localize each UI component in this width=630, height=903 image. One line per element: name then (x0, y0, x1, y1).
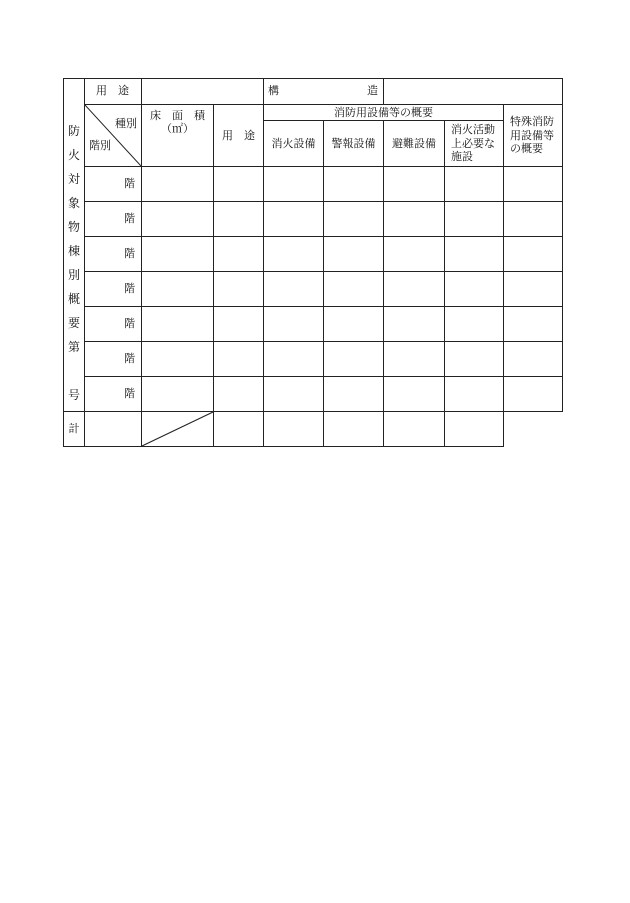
floor-area-unit: （㎡） (161, 122, 194, 136)
side-title-char: 棟 (67, 244, 80, 258)
floor-area-cell[interactable] (142, 272, 214, 307)
structure-label (268, 84, 378, 97)
evacuation-cell[interactable] (384, 307, 445, 342)
side-title-char: 別 (67, 268, 80, 282)
alarm-cell[interactable] (324, 167, 384, 202)
special-cell[interactable] (504, 272, 563, 307)
side-title-char: 対 (67, 172, 80, 186)
structure-label-cell (264, 79, 384, 105)
evacuation-cell[interactable] (384, 202, 445, 237)
use-cell[interactable] (214, 342, 264, 377)
total-row-label: 計 (64, 412, 85, 447)
firefighting-cell[interactable] (445, 202, 504, 237)
total-extinguishing-cell[interactable] (214, 412, 264, 447)
alarm-cell[interactable] (324, 272, 384, 307)
side-title-char: 物 (67, 220, 80, 234)
floor-area-cell[interactable] (142, 167, 214, 202)
firefighting-cell[interactable] (445, 272, 504, 307)
extinguishing-cell[interactable] (264, 377, 324, 412)
firefighting-cell[interactable] (445, 167, 504, 202)
floor-row-label: 階 (85, 307, 142, 342)
use-label: 用 途 (96, 84, 129, 97)
special-cell[interactable] (504, 342, 563, 377)
use-label-cell (85, 79, 142, 105)
fire-equipment-group-header: 消防用設備等の概要 (264, 105, 504, 121)
total-floor-area-cell[interactable] (85, 412, 142, 447)
use-cell[interactable] (214, 377, 264, 412)
side-title-char: 概 (67, 292, 80, 306)
structure-label-right: 造 (367, 84, 378, 97)
floor-area-cell[interactable] (142, 377, 214, 412)
use-header: 用 途 (214, 105, 264, 167)
floor-row-label: 階 (85, 237, 142, 272)
use-cell[interactable] (214, 237, 264, 272)
side-title-char: 第 (67, 340, 80, 354)
side-title-char: 象 (67, 196, 80, 210)
extinguishing-cell[interactable] (264, 307, 324, 342)
type-label: 種別 (115, 117, 137, 130)
floor-area-cell[interactable] (142, 342, 214, 377)
floor-row-label: 階 (85, 202, 142, 237)
total-special-cell[interactable] (445, 412, 504, 447)
side-title-char: 号 (67, 388, 80, 402)
side-title-char: 火 (67, 148, 80, 162)
side-title-char: 防 (67, 124, 80, 138)
special-cell[interactable] (504, 167, 563, 202)
alarm-cell[interactable] (324, 342, 384, 377)
floor-area-title: 床 面 積 (150, 109, 205, 122)
evacuation-cell[interactable] (384, 167, 445, 202)
floor-area-cell[interactable] (142, 307, 214, 342)
special-equipment-header: 特殊消防用設備等の概要 (504, 105, 563, 167)
side-title-char: 要 (67, 316, 80, 330)
total-use-cell-crossed (142, 412, 214, 447)
floor-area-header (142, 105, 214, 167)
structure-value-cell[interactable] (384, 79, 563, 105)
alarm-header: 警報設備 (324, 121, 384, 167)
extinguishing-cell[interactable] (264, 202, 324, 237)
diagonal-line (85, 105, 141, 166)
total-evacuation-cell[interactable] (324, 412, 384, 447)
building-overview-table (63, 78, 563, 447)
diagonal-header-cell (85, 105, 142, 167)
structure-label-left: 構 (268, 84, 279, 97)
evacuation-cell[interactable] (384, 377, 445, 412)
evacuation-cell[interactable] (384, 342, 445, 377)
evacuation-header: 避難設備 (384, 121, 445, 167)
extinguishing-cell[interactable] (264, 342, 324, 377)
use-cell[interactable] (214, 202, 264, 237)
floor-row-label: 階 (85, 167, 142, 202)
extinguishing-header: 消火設備 (264, 121, 324, 167)
firefighting-cell[interactable] (445, 307, 504, 342)
floor-area-cell[interactable] (142, 237, 214, 272)
use-cell[interactable] (214, 167, 264, 202)
special-cell[interactable] (504, 307, 563, 342)
use-cell[interactable] (214, 272, 264, 307)
special-cell[interactable] (504, 202, 563, 237)
alarm-cell[interactable] (324, 237, 384, 272)
use-value-cell[interactable] (142, 79, 264, 105)
floor-row-label: 階 (85, 272, 142, 307)
total-alarm-cell[interactable] (264, 412, 324, 447)
building-overview-form (63, 78, 563, 447)
special-cell[interactable] (504, 237, 563, 272)
firefighting-facilities-header: 消火活動上必要な施設 (445, 121, 504, 167)
special-cell[interactable] (504, 377, 563, 412)
evacuation-cell[interactable] (384, 237, 445, 272)
total-firefighting-cell[interactable] (384, 412, 445, 447)
floor-row-label: 階 (85, 342, 142, 377)
extinguishing-cell[interactable] (264, 272, 324, 307)
side-title-gap (64, 359, 84, 383)
floor-area-cell[interactable] (142, 202, 214, 237)
extinguishing-cell[interactable] (264, 237, 324, 272)
firefighting-cell[interactable] (445, 237, 504, 272)
use-cell[interactable] (214, 307, 264, 342)
firefighting-cell[interactable] (445, 377, 504, 412)
alarm-cell[interactable] (324, 377, 384, 412)
crossed-out-line (142, 412, 213, 446)
side-title (64, 79, 85, 412)
floor-row-label: 階 (85, 377, 142, 412)
alarm-cell[interactable] (324, 307, 384, 342)
floor-label: 階別 (89, 139, 111, 152)
extinguishing-cell[interactable] (264, 167, 324, 202)
alarm-cell[interactable] (324, 202, 384, 237)
firefighting-cell[interactable] (445, 342, 504, 377)
evacuation-cell[interactable] (384, 272, 445, 307)
